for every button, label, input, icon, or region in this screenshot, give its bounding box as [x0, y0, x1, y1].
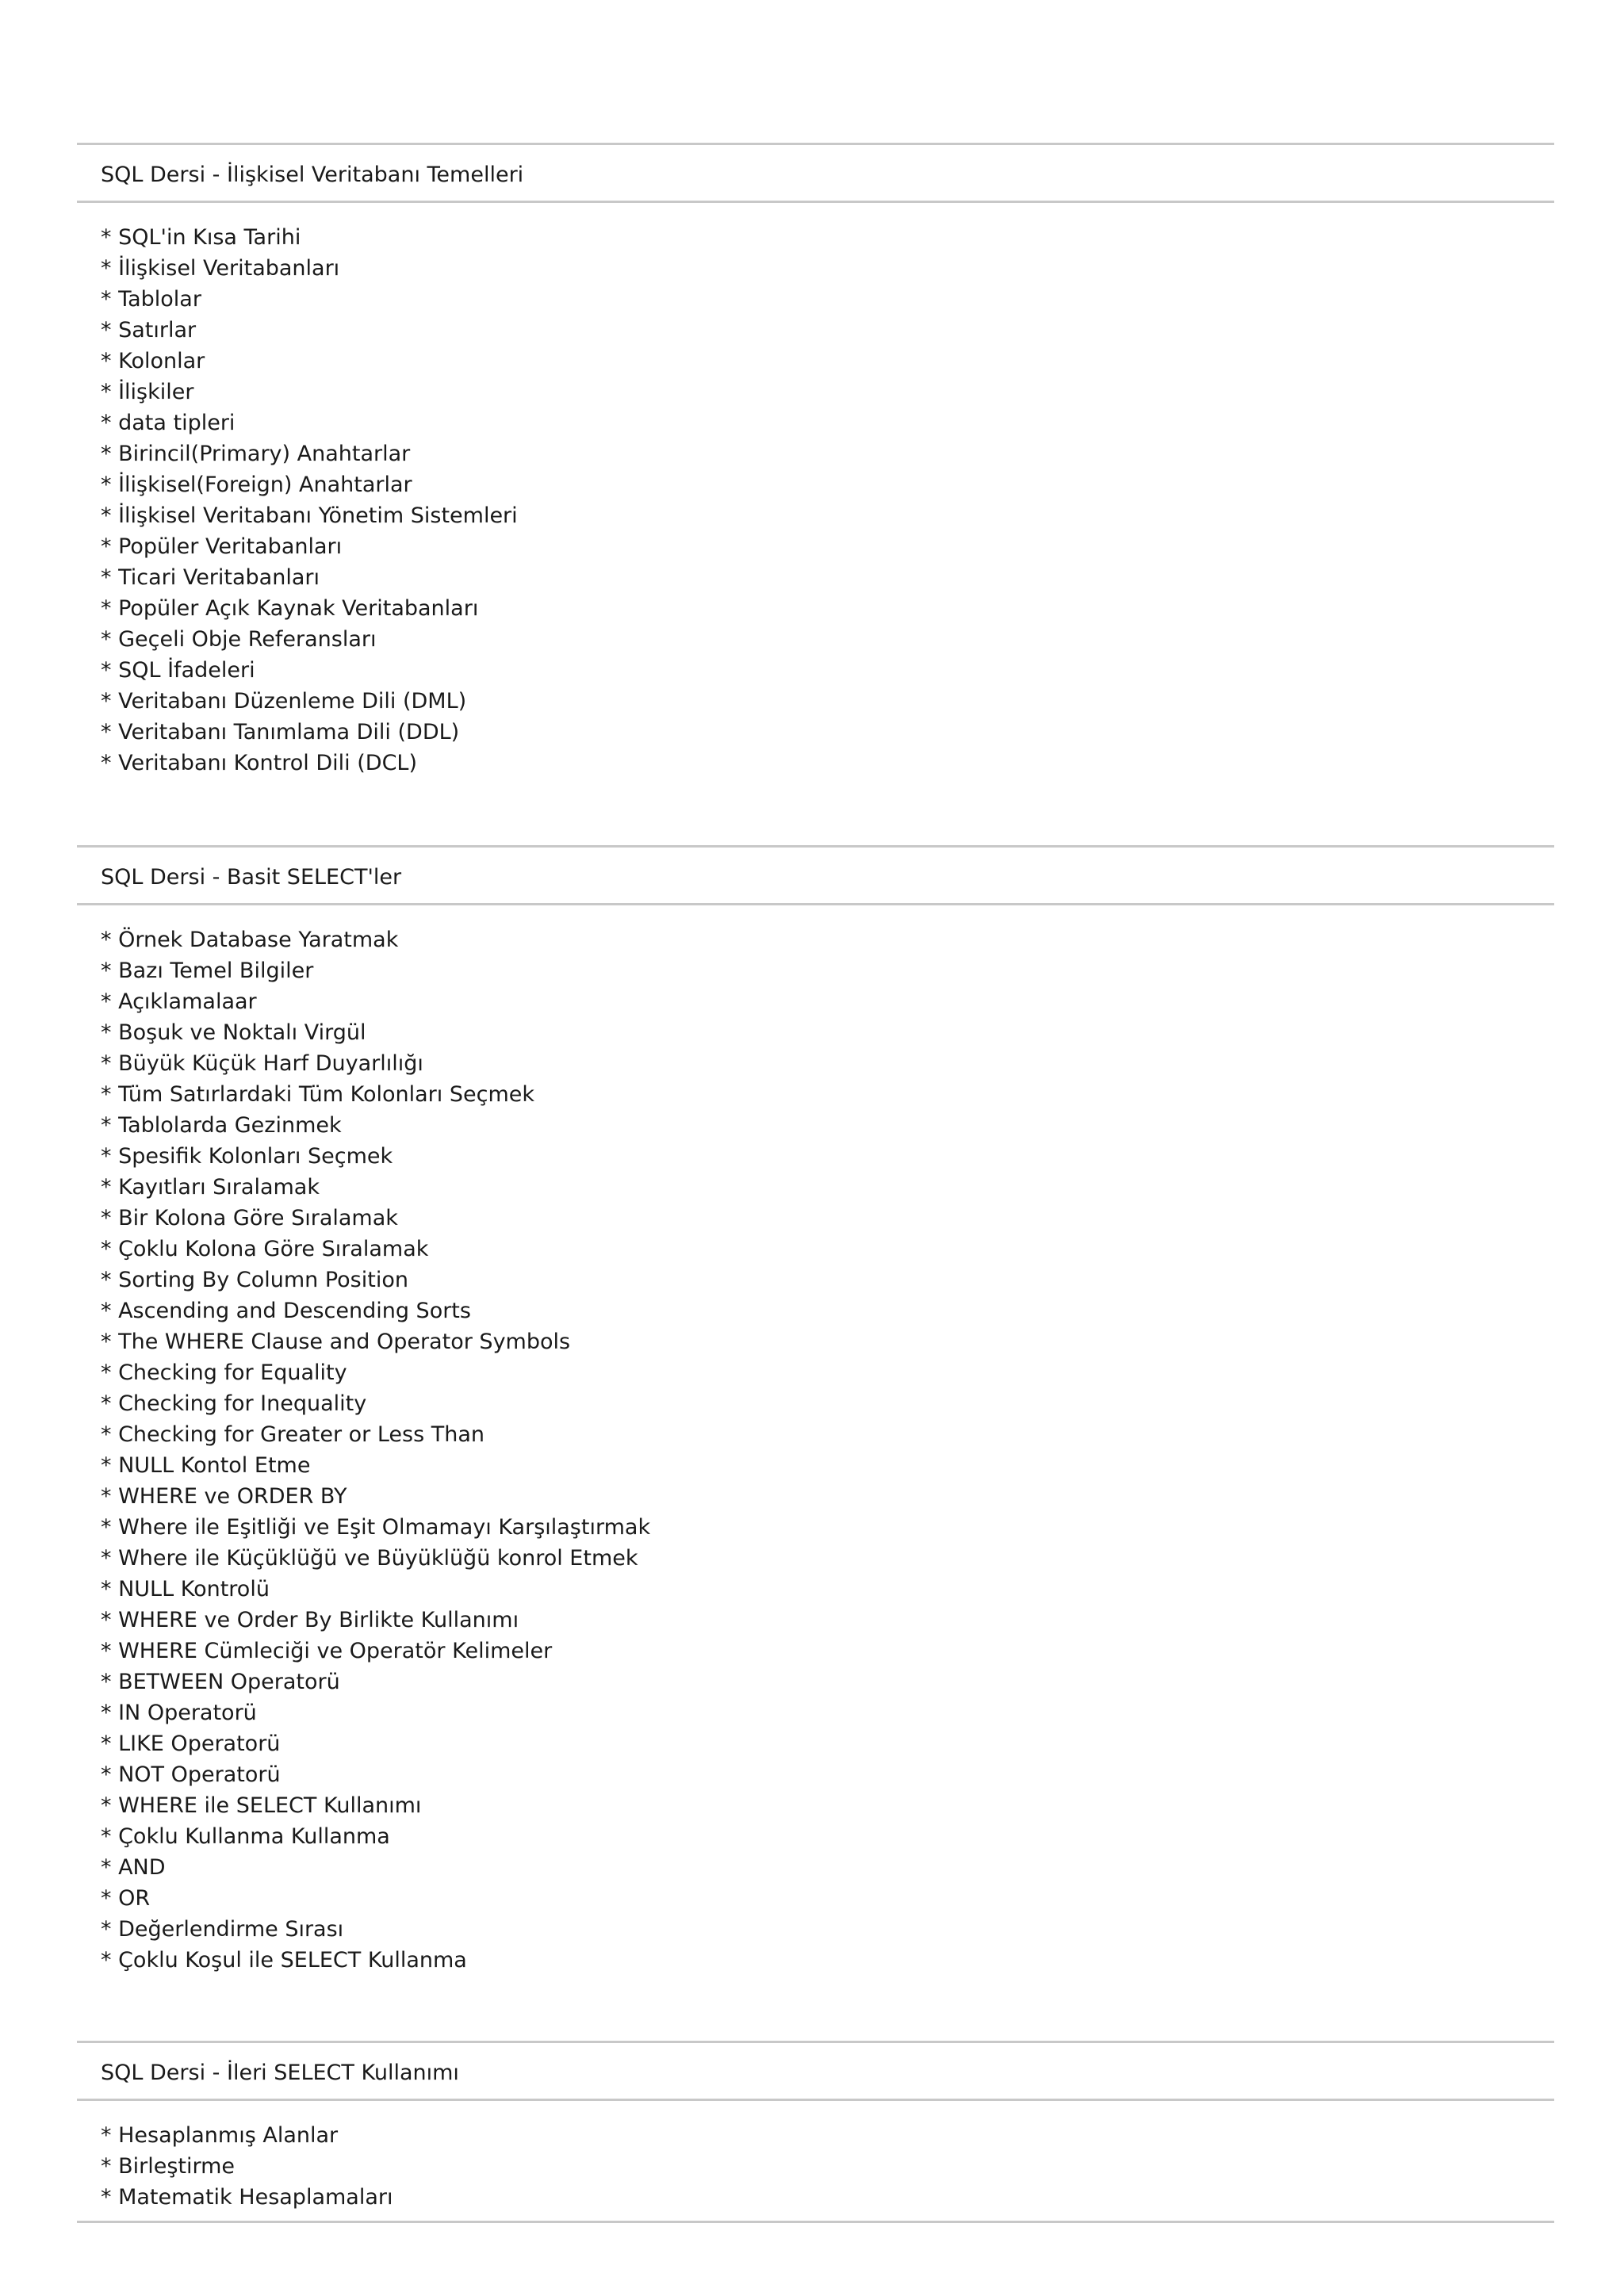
list-item: * BETWEEN Operatorü [101, 1670, 340, 1694]
section-advanced-select [77, 2041, 1554, 2223]
list-item: * Hesaplanmış Alanlar [101, 2123, 339, 2148]
list-item: * Ticari Veritabanları [101, 565, 320, 590]
list-item: * Geçeli Obje Referansları [101, 627, 377, 652]
list-item: * SQL'in Kısa Tarihi [101, 225, 301, 250]
section-spacer [77, 779, 1554, 845]
list-item: * Veritabanı Tanımlama Dili (DDL) [101, 720, 460, 744]
list-item: * İlişkisel Veritabanı Yönetim Sistemleri [101, 503, 518, 528]
list-item: * Popüler Açık Kaynak Veritabanları [101, 596, 479, 621]
list-item: * LIKE Operatorü [101, 1732, 281, 1756]
section-title: SQL Dersi - İlişkisel Veritabanı Temelleri [101, 163, 524, 187]
section-title: SQL Dersi - İleri SELECT Kullanımı [101, 2061, 459, 2085]
list-item: * WHERE Cümleciği ve Operatör Kelimeler [101, 1639, 553, 1663]
list-item: * Çoklu Koşul ile SELECT Kullanma [101, 1948, 467, 1973]
list-item: * SQL İfadeleri [101, 658, 255, 683]
list-item: * Where ile Eşitliği ve Eşit Olmamayı Karşılaştırmak [101, 1515, 651, 1540]
list-item: * OR [101, 1886, 151, 1911]
list-item: * Spesifik Kolonları Seçmek [101, 1144, 393, 1169]
list-item: * Birincil(Primary) Anahtarlar [101, 442, 411, 466]
list-item: * Popüler Veritabanları [101, 534, 343, 559]
section-title: SQL Dersi - Basit SELECT'ler [101, 865, 402, 890]
divider [77, 2221, 1554, 2223]
document-page [77, 143, 1554, 2223]
list-item: * Değerlendirme Sırası [101, 1917, 344, 1942]
list-item: * WHERE ve ORDER BY [101, 1484, 347, 1509]
list-item: * İlişkisel(Foreign) Anahtarlar [101, 473, 412, 497]
list-item: * Ascending and Descending Sorts [101, 1299, 471, 1323]
list-item: * Checking for Greater or Less Than [101, 1422, 485, 1447]
topic-list [77, 203, 1554, 779]
list-item: * AND [101, 1855, 166, 1880]
topic-list [77, 905, 1554, 1976]
list-item: * NULL Kontol Etme [101, 1453, 311, 1478]
list-item: * Tablolarda Gezinmek [101, 1113, 342, 1138]
section-spacer [77, 1976, 1554, 2041]
list-item: * data tipleri [101, 411, 236, 435]
list-item: * WHERE ile SELECT Kullanımı [101, 1793, 422, 1818]
list-item: * Kayıtları Sıralamak [101, 1175, 320, 1200]
list-item: * Tüm Satırlardaki Tüm Kolonları Seçmek [101, 1082, 534, 1107]
list-item: * Bir Kolona Göre Sıralamak [101, 1206, 398, 1230]
section-relational-basics [77, 143, 1554, 779]
list-item: * Açıklamalaar [101, 989, 257, 1014]
list-item: * Sorting By Column Position [101, 1268, 408, 1292]
list-item: * İlişkiler [101, 380, 194, 404]
list-item: * Bazı Temel Bilgiler [101, 959, 314, 983]
section-basic-selects [77, 845, 1554, 1976]
list-item: * Büyük Küçük Harf Duyarlılığı [101, 1051, 423, 1076]
list-item: * Çoklu Kullanma Kullanma [101, 1824, 390, 1849]
list-item: * Matematik Hesaplamaları [101, 2185, 393, 2210]
list-item: * Çoklu Kolona Göre Sıralamak [101, 1237, 429, 1261]
list-item: * Veritabanı Kontrol Dili (DCL) [101, 751, 418, 775]
list-item: * Checking for Inequality [101, 1391, 367, 1416]
list-item: * Satırlar [101, 318, 197, 342]
list-item: * Where ile Küçüklüğü ve Büyüklüğü konrol Etmek [101, 1546, 638, 1571]
list-item: * Birleştirme [101, 2154, 236, 2179]
topic-list [77, 2101, 1554, 2221]
list-item: * Boşuk ve Noktalı Virgül [101, 1020, 366, 1045]
list-item: * NULL Kontrolü [101, 1577, 270, 1601]
list-item: * IN Operatorü [101, 1701, 257, 1725]
list-item: * Kolonlar [101, 349, 205, 373]
list-item: * The WHERE Clause and Operator Symbols [101, 1330, 571, 1354]
list-item: * WHERE ve Order By Birlikte Kullanımı [101, 1608, 519, 1632]
list-item: * Örnek Database Yaratmak [101, 928, 399, 952]
list-item: * İlişkisel Veritabanları [101, 256, 340, 281]
list-item: * Checking for Equality [101, 1360, 347, 1385]
list-item: * NOT Operatorü [101, 1762, 281, 1787]
list-item: * Veritabanı Düzenleme Dili (DML) [101, 689, 467, 714]
list-item: * Tablolar [101, 287, 201, 312]
